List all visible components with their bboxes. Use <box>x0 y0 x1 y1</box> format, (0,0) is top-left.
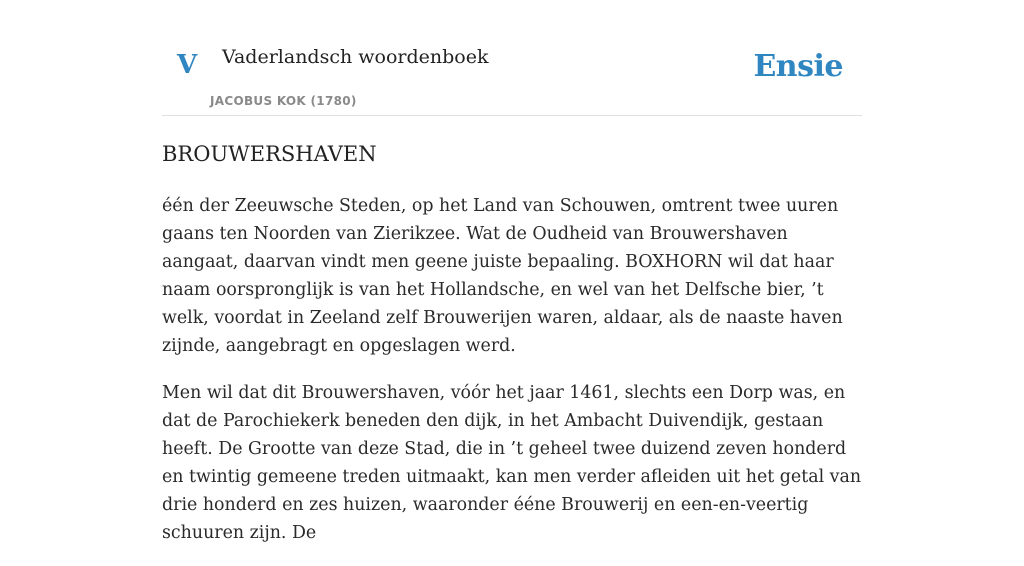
book-author[interactable]: JACOBUS KOK (1780) <box>210 94 357 108</box>
book-title-link[interactable]: Vaderlandsch woordenboek <box>222 46 489 68</box>
entry-body <box>162 192 862 566</box>
entry-paragraph: één der Zeeuwsche Steden, op het Land van Schouwen, omtrent twee uuren gaans ten Noorden van Zierikzee. Wat de Oudheid van Brouwershaven aangaat, daarvan vindt men geene juiste bepaaling. BOXHORN wil dat haar naam oorspronglijk is van het Hollandsche, en wel van het Delfsche bier, ’t welk, voordat in Zeeland zelf Brouwerijen waren, aldaar, als de naaste haven zijnde, aangebragt en opgeslagen werd. <box>162 196 843 356</box>
entry-title: BROUWERSHAVEN <box>162 142 377 166</box>
entry-paragraph: Men wil dat dit Brouwershaven, vóór het jaar 1461, slechts een Dorp was, en dat de Parochiekerk beneden den dijk, in het Ambacht Duivendijk, gestaan heeft. De Grootte van deze Stad, die in ’t geheel twee duizend zeven honderd en twintig gemeene treden uitmaakt, kan men verder afleiden uit het getal van drie honderd en zes huizen, waaronder ééne Brouwerij en een-en-veertig schuuren zijn. De <box>162 383 862 543</box>
brand-logo[interactable]: Ensie <box>753 49 843 84</box>
book-letter-icon[interactable]: V <box>177 50 198 80</box>
header <box>162 0 862 116</box>
